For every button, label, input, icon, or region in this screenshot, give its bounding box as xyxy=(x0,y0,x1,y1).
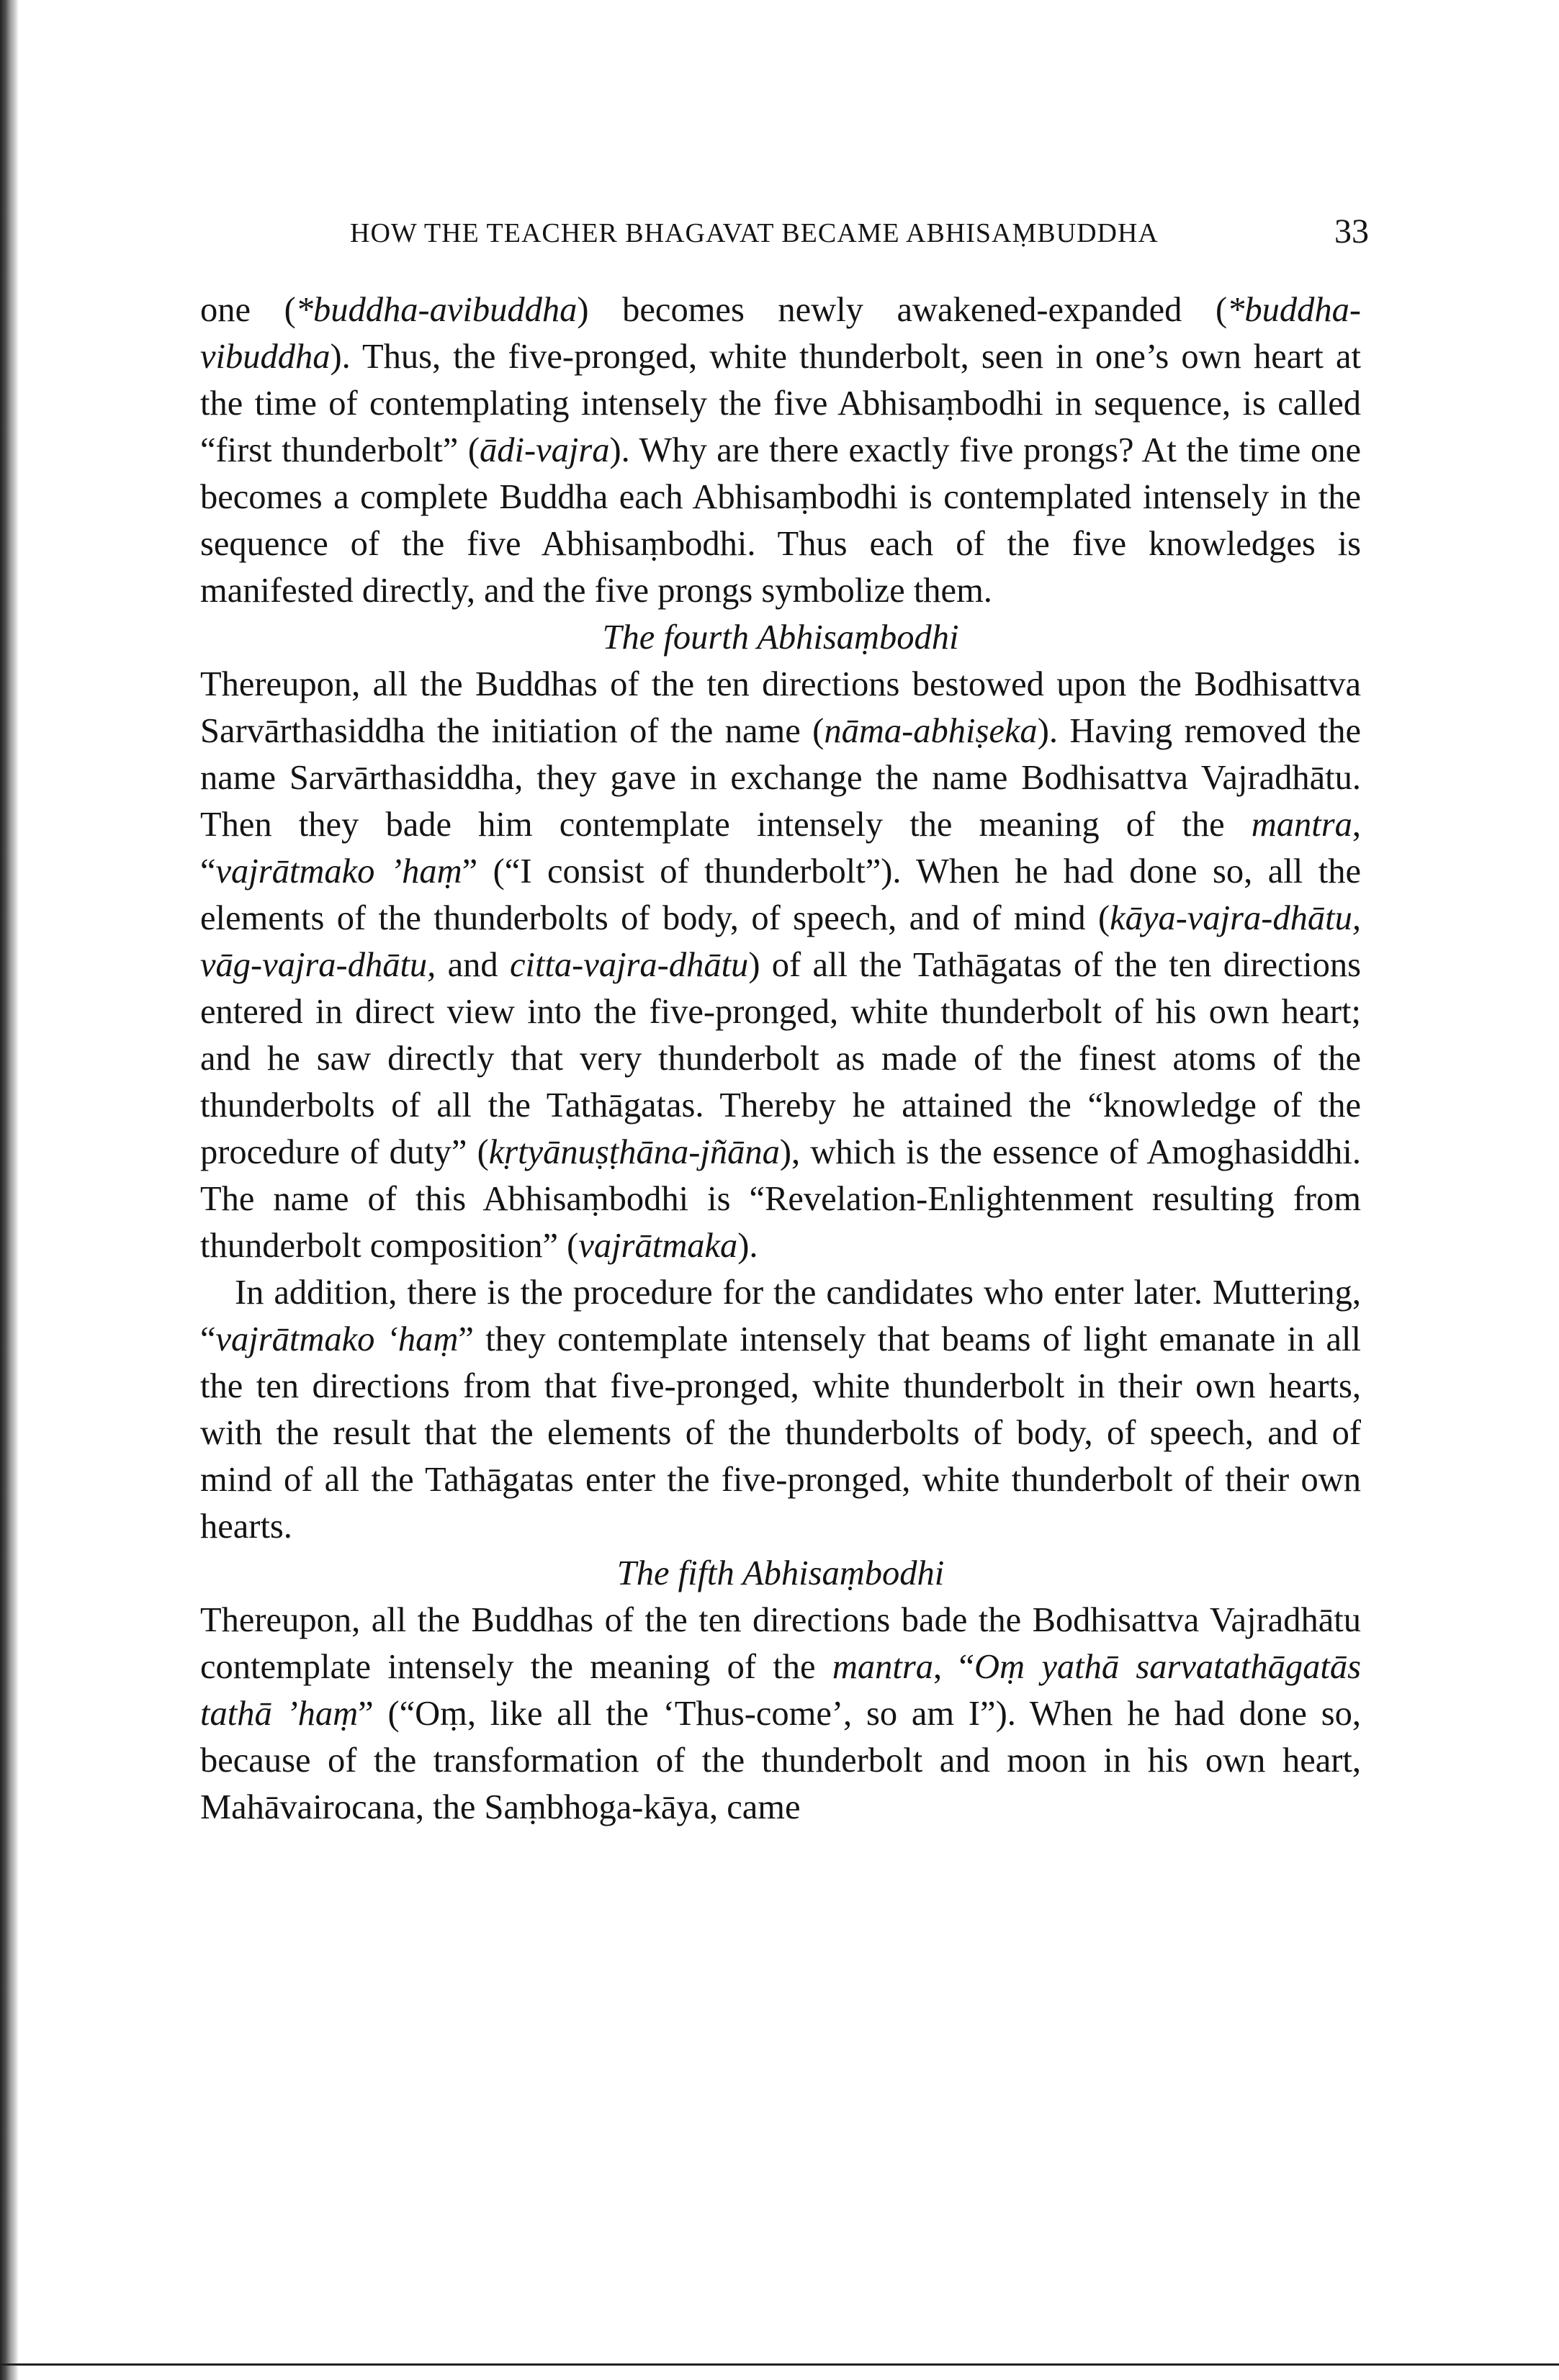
section-heading-fifth: The fifth Abhisaṃbodhi xyxy=(616,1554,945,1592)
paragraph-fifth-abhisambodhi: Thereupon, all the Buddhas of the ten directions bade the Bodhisattva Vajradhātu contemplate intensely the meaning of the mantra, “Oṃ yathā sarvatathāgatās tathā ’haṃ” (“Oṃ, like all the ‘Thus-come’, so am I”). When he had done so, because of the transformation of the thunderbolt and moon in his own heart, Mahāvairocana, the Saṃbhoga-kāya, came xyxy=(200,1601,1361,1826)
paragraph-fourth-abhisambodhi: Thereupon, all the Buddhas of the ten directions bestowed upon the Bodhisattva Sarvārthasiddha the initiation of the name (nāma-abhiṣeka). Having removed the name Sarvārthasiddha, they gave in exchange the name Bodhisattva Vajradhātu. Then they bade him contemplate intensely the meaning of the mantra, “vajrātmako ’haṃ” (“I consist of thunderbolt”). When he had done so, all the elements of the thunderbolts of body, of speech, and of mind (kāya-vajra-dhātu, vāg-vajra-dhātu, and citta-vajra-dhātu) of all the Tathāgatas of the ten directions entered in direct view into the five-pronged, white thunderbolt of his own heart; and he saw directly that very thunderbolt as made of the finest atoms of the thunderbolts of all the Tathāgatas. Thereby he attained the “knowledge of the procedure of duty” (kṛtyānuṣṭhāna-jñāna), which is the essence of Amoghasiddhi. The name of this Abhisaṃbodhi is “Revelation-Enlightenment resulting from thunderbolt composition” (vajrātmaka). xyxy=(200,665,1362,1265)
running-title: HOW THE TEACHER BHAGAVAT BECAME ABHISAṂBUDDHA xyxy=(350,218,1159,248)
section-heading-fourth: The fourth Abhisaṃbodhi xyxy=(602,618,959,657)
paragraph-later-candidates: In addition, there is the procedure for the candidates who enter later. Muttering, “vajrātmako ‘haṃ” they contemplate intensely that beams of light emanate in all the ten directions from that five-pronged, white thunderbolt in their own hearts, with the result that the elements of the thunderbolts of body, of speech, and of mind of all the Tathāgatas enter the five-pronged, white thunderbolt of their own hearts. xyxy=(200,1274,1361,1546)
page-number: 33 xyxy=(1334,212,1369,251)
page-binding-edge xyxy=(0,0,19,2380)
running-head xyxy=(350,212,1369,258)
body-text xyxy=(200,287,1361,1831)
paragraph-continued: one (*buddha-avibuddha) becomes newly awakened-expanded (*buddha-vibuddha). Thus, the five-pronged, white thunderbolt, seen in one’s own heart at the time of contemplating intensely the five Abhisaṃbodhi in sequence, is called “first thunderbolt” (ādi-vajra). Why are there exactly five prongs? At the time one becomes a complete Buddha each Abhisaṃbodhi is contemplated intensely in the sequence of the five Abhisaṃbodhi. Thus each of the five knowledges is manifested directly, and the five prongs symbolize them. xyxy=(200,291,1361,610)
page-bottom-edge xyxy=(0,2363,1559,2366)
